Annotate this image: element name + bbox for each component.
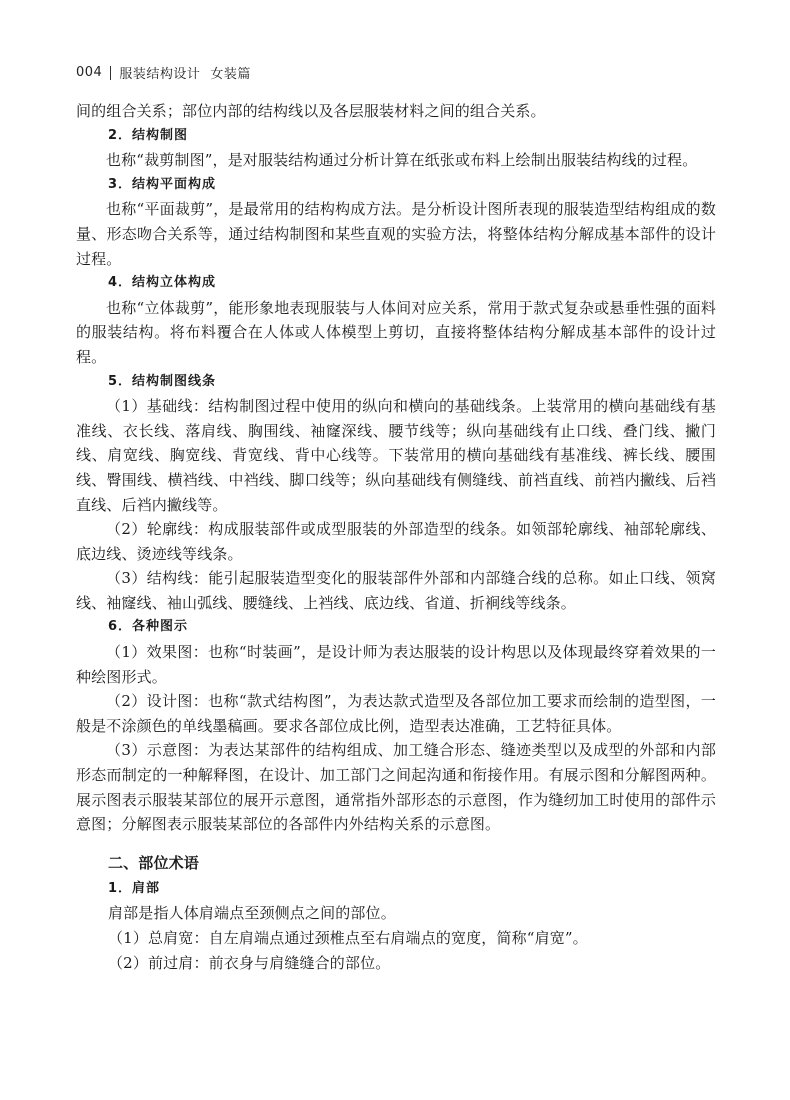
paragraph: （3）示意图：为表达某部件的结构组成、加工缝合形态、缝迹类型以及成型的外部和内部形态而制定的一种解释图，在设计、加工部门之间起沟通和衔接作用。有展示图和分解图两种。展示图表示服装某部位的展开示意图，通常指外部形态的示意图，作为缝纫加工时使用的部件示意图；分解图表示服装某部位的各部件内外结构关系的示意图。 [76,741,716,834]
header-divider [110,66,111,80]
volume-title: 女装篇 [210,67,251,82]
heading-drafting-lines: 5．结构制图线条 [108,373,217,389]
body-text [76,99,716,975]
paragraph: 也称“立体裁剪”，能形象地表现服装与人体间对应关系，常用于款式复杂或悬垂性强的面料的服装结构。将布料覆合在人体或人体模型上剪切，直接将整体结构分解成基本部件的设计过程。 [76,298,716,366]
paragraph-continued: 间的组合关系；部位内部的结构线以及各层服装材料之间的组合关系。 [76,102,546,120]
section-heading-part-terms: 二、部位术语 [108,853,199,872]
paragraph: （3）结构线：能引起服装造型变化的服装部件外部和内部缝合线的总称。如止口线、领窝线、袖窿线、袖山弧线、腰缝线、上裆线、底边线、省道、折裥线等线条。 [76,569,716,612]
paragraph: （2）轮廓线：构成服装部件或成型服装的外部造型的线条。如领部轮廓线、袖部轮廓线、底边线、烫迹线等线条。 [76,520,716,563]
paragraph: 也称“裁剪制图”，是对服装结构通过分析计算在纸张或布料上绘制出服装结构线的过程。 [106,151,698,170]
page-number: 004 [76,65,103,80]
paragraph: （1）总肩宽：自左肩端点通过颈椎点至右肩端点的宽度，简称“肩宽”。 [108,929,588,947]
heading-diagrams: 6．各种图示 [108,619,189,635]
heading-structure-drafting: 2．结构制图 [108,127,189,143]
paragraph: 也称“平面裁剪”，是最常用的结构构成方法。是分析设计图所表现的服装造型结构组成的数量、形态吻合关系等，通过结构制图和某些直观的实验方法，将整体结构分解成基本部件的设计过程。 [76,200,716,268]
heading-shoulder: 1．肩部 [108,880,161,896]
paragraph: （1）效果图：也称“时装画”，是设计师为表达服装的设计构思以及体现最终穿着效果的一种绘图形式。 [76,643,716,686]
paragraph: 肩部是指人体肩端点至颈侧点之间的部位。 [108,904,396,923]
paragraph: （2）设计图：也称“款式结构图”，为表达款式造型及各部位加工要求而绘制的造型图，一般是不涂颜色的单线墨稿画。要求各部位成比例，造型表达准确，工艺特征具体。 [76,692,716,735]
paragraph: （2）前过肩：前衣身与肩缝缝合的部位。 [108,953,391,972]
heading-flat-construction: 3．结构平面构成 [108,176,217,192]
book-title: 服装结构设计 [119,67,201,82]
running-header [76,63,251,82]
paragraph: （1）基础线：结构制图过程中使用的纵向和横向的基础线条。上装常用的横向基础线有基准线、衣长线、落肩线、胸围线、袖窿深线、腰节线等；纵向基础线有止口线、叠门线、撇门线、肩宽线、胸宽线、背宽线、背中心线等。下装常用的横向基础线有基准线、裤长线、腰围线、臀围线、横裆线、中裆线、脚口线等；纵向基础线有侧缝线、前裆直线、前裆内撇线、后裆直线、后裆内撇线等。 [76,397,716,514]
heading-3d-construction: 4．结构立体构成 [108,275,217,291]
